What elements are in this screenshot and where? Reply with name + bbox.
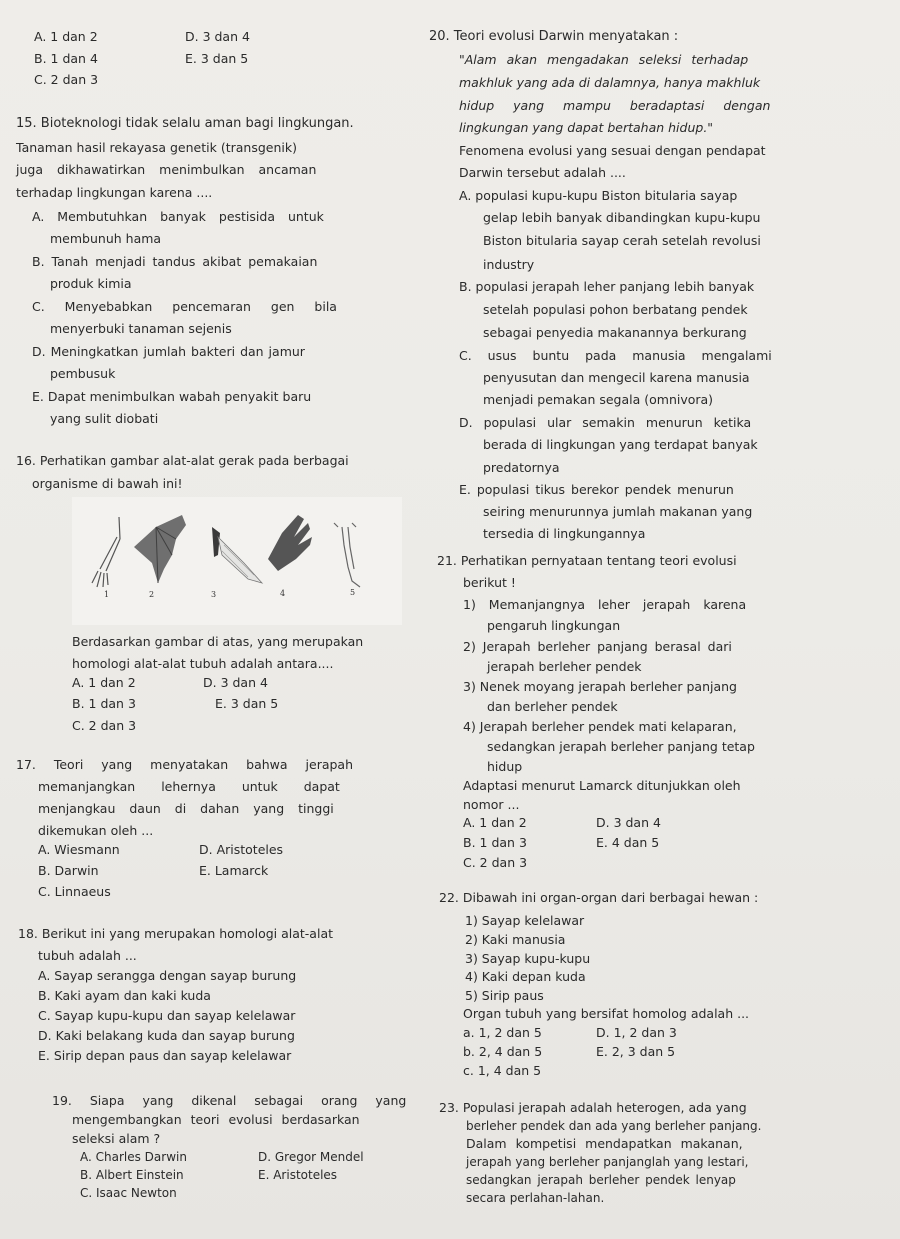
q16-question: homologi alat-alat tubuh adalah antara....	[72, 656, 334, 671]
q15-option-e: yang sulit diobati	[50, 411, 159, 426]
q15-option-c: menyerbuki tanaman sejenis	[50, 321, 232, 336]
limb-comparison-figure	[72, 497, 402, 625]
q21-option-a[interactable]: A. 1 dan 2	[463, 815, 527, 830]
q21-stem: berikut !	[463, 575, 516, 590]
q22-question: Organ tubuh yang bersifat homolog adalah ...	[463, 1006, 750, 1021]
q18-option-a[interactable]: A. Sayap serangga dengan sayap burung	[38, 968, 297, 983]
q21-option-b[interactable]: B. 1 dan 3	[463, 835, 527, 850]
q19-stem: mengembangkan teori evolusi berdasarkan	[72, 1112, 360, 1127]
figure-label-5: 5	[350, 588, 356, 597]
q23-text: berleher pendek dan ada yang berleher panjang.	[466, 1119, 762, 1133]
q20-option-b: setelah populasi pohon berbatang pendek	[483, 302, 748, 317]
q22-option-d[interactable]: D. 1, 2 dan 3	[596, 1025, 677, 1040]
q17-stem: dikemukan oleh ...	[38, 823, 154, 838]
q21-option-c[interactable]: C. 2 dan 3	[463, 855, 528, 870]
q20-option-e: seiring menurunnya jumlah makanan yang	[483, 504, 753, 519]
q15-option-b[interactable]: B. Tanah menjadi tandus akibat pemakaian	[32, 254, 318, 269]
q22-option-b[interactable]: b. 2, 4 dan 5	[463, 1044, 543, 1059]
q14-option-b[interactable]: B. 1 dan 4	[34, 51, 98, 66]
q16-option-c[interactable]: C. 2 dan 3	[72, 718, 137, 733]
q19-stem: seleksi alam ?	[72, 1131, 161, 1146]
q22-option-e[interactable]: E. 2, 3 dan 5	[596, 1044, 676, 1059]
figure-label-1: 1	[104, 590, 110, 599]
q20-question: Darwin tersebut adalah ....	[459, 165, 626, 180]
q15-option-e[interactable]: E. Dapat menimbulkan wabah penyakit baru	[32, 389, 312, 404]
q15-stem: juga dikhawatirkan menimbulkan ancaman	[16, 162, 317, 177]
q14-option-c[interactable]: C. 2 dan 3	[34, 72, 99, 87]
q18-stem: 18. Berikut ini yang merupakan homologi alat-alat	[18, 926, 334, 941]
q21-statement-4: hidup	[487, 759, 523, 774]
q20-option-c: penyusutan dan mengecil karena manusia	[483, 370, 750, 385]
q23-text: secara perlahan-lahan.	[466, 1191, 605, 1205]
q16-option-b[interactable]: B. 1 dan 3	[72, 696, 136, 711]
q18-option-d[interactable]: D. Kaki belakang kuda dan sayap burung	[38, 1028, 295, 1043]
q20-quote: makhluk yang ada di dalamnya, hanya makhluk	[459, 75, 761, 90]
q21-option-d[interactable]: D. 3 dan 4	[596, 815, 661, 830]
q14-option-d[interactable]: D. 3 dan 4	[185, 29, 250, 44]
q17-option-b[interactable]: B. Darwin	[38, 863, 99, 878]
q15-option-b: produk kimia	[50, 276, 132, 291]
q16-option-d[interactable]: D. 3 dan 4	[203, 675, 268, 690]
q22-option-a[interactable]: a. 1, 2 dan 5	[463, 1025, 542, 1040]
q21-statement-4: sedangkan jerapah berleher panjang tetap	[487, 739, 755, 754]
q20-option-e[interactable]: E. populasi tikus berekor pendek menurun	[459, 482, 734, 497]
q23-text: jerapah yang berleher panjanglah yang lestari,	[466, 1155, 749, 1169]
q20-quote: "Alam akan mengadakan seleksi terhadap	[459, 52, 749, 67]
q20-option-d: berada di lingkungan yang terdapat banyak	[483, 437, 758, 452]
q17-option-d[interactable]: D. Aristoteles	[199, 842, 284, 857]
q18-option-b[interactable]: B. Kaki ayam dan kaki kuda	[38, 988, 211, 1003]
q23-text: 23. Populasi jerapah adalah heterogen, ada yang	[439, 1100, 747, 1115]
q20-option-c[interactable]: C. usus buntu pada manusia mengalami	[459, 348, 772, 363]
q19-option-b[interactable]: B. Albert Einstein	[80, 1168, 184, 1182]
q21-statement-2: 2) Jerapah berleher panjang berasal dari	[463, 639, 732, 654]
q15-option-d: pembusuk	[50, 366, 116, 381]
q20-option-d: predatornya	[483, 460, 560, 475]
q22-stem: 22. Dibawah ini organ-organ dari berbagai hewan :	[439, 890, 759, 905]
horse-leg-illustration	[334, 523, 360, 587]
q20-question: Fenomena evolusi yang sesuai dengan pendapat	[459, 143, 766, 158]
q22-option-c[interactable]: c. 1, 4 dan 5	[463, 1063, 542, 1078]
q19-stem: 19. Siapa yang dikenal sebagai orang yang	[52, 1093, 407, 1108]
q21-statement-2: jerapah berleher pendek	[487, 659, 642, 674]
human-arm-illustration	[92, 517, 120, 587]
q22-item: 5) Sirip paus	[465, 988, 544, 1003]
q20-option-c: menjadi pemakan segala (omnivora)	[483, 392, 714, 407]
q19-option-e[interactable]: E. Aristoteles	[258, 1168, 338, 1182]
q16-question: Berdasarkan gambar di atas, yang merupakan	[72, 634, 364, 649]
q19-option-d[interactable]: D. Gregor Mendel	[258, 1150, 364, 1164]
q21-question: Adaptasi menurut Lamarck ditunjukkan oleh	[463, 778, 741, 793]
q21-statement-4: 4) Jerapah berleher pendek mati kelaparan,	[463, 719, 737, 734]
q22-item: 2) Kaki manusia	[465, 932, 566, 947]
q17-option-c[interactable]: C. Linnaeus	[38, 884, 111, 899]
q19-option-c[interactable]: C. Isaac Newton	[80, 1186, 177, 1200]
q23-text: Dalam kompetisi mendapatkan makanan,	[466, 1136, 743, 1151]
q20-option-a: industry	[483, 257, 535, 272]
q16-option-a[interactable]: A. 1 dan 2	[72, 675, 136, 690]
figure-label-2: 2	[149, 590, 155, 599]
q16-stem: 16. Perhatikan gambar alat-alat gerak pada berbagai	[16, 453, 349, 468]
q18-stem: tubuh adalah ...	[38, 948, 137, 963]
q21-statement-3: dan berleher pendek	[487, 699, 618, 714]
q23-text: sedangkan jerapah berleher pendek lenyap	[466, 1173, 736, 1187]
q20-option-a: gelap lebih banyak dibandingkan kupu-kupu	[483, 210, 761, 225]
q17-stem: memanjangkan lehernya untuk dapat	[38, 779, 340, 794]
q21-question: nomor ...	[463, 797, 520, 812]
q21-statement-1: pengaruh lingkungan	[487, 618, 621, 633]
q20-option-a[interactable]: A. populasi kupu-kupu Biston bitularia sayap	[459, 188, 738, 203]
q20-option-a: Biston bitularia sayap cerah setelah revolusi	[483, 233, 761, 248]
q17-stem: menjangkau daun di dahan yang tinggi	[38, 801, 334, 816]
q15-option-c[interactable]: C. Menyebabkan pencemaran gen bila	[32, 299, 337, 314]
q20-option-e: tersedia di lingkungannya	[483, 526, 646, 541]
q20-stem: 20. Teori evolusi Darwin menyatakan :	[429, 29, 679, 44]
q15-stem: terhadap lingkungan karena ....	[16, 185, 213, 200]
q16-stem: organisme di bawah ini!	[32, 476, 183, 491]
q14-option-e[interactable]: E. 3 dan 5	[185, 51, 249, 66]
q19-option-a[interactable]: A. Charles Darwin	[80, 1150, 187, 1164]
q14-option-a[interactable]: A. 1 dan 2	[34, 29, 98, 44]
figure-label-3: 3	[211, 590, 217, 599]
q20-option-d[interactable]: D. populasi ular semakin menurun ketika	[459, 415, 752, 430]
q20-option-b[interactable]: B. populasi jerapah leher panjang lebih banyak	[459, 279, 755, 294]
q21-stem: 21. Perhatikan pernyataan tentang teori evolusi	[437, 553, 737, 568]
q21-option-e[interactable]: E. 4 dan 5	[596, 835, 660, 850]
q22-item: 4) Kaki depan kuda	[465, 969, 586, 984]
q17-option-e[interactable]: E. Lamarck	[199, 863, 269, 878]
q15-option-a: membunuh hama	[50, 231, 162, 246]
bird-wing-illustration	[212, 527, 262, 583]
q15-stem: Tanaman hasil rekayasa genetik (transgenik)	[16, 140, 297, 155]
q22-item: 1) Sayap kelelawar	[465, 913, 585, 928]
figure-label-4: 4	[280, 589, 286, 598]
q20-quote: lingkungan yang dapat bertahan hidup."	[459, 120, 714, 135]
q20-option-b: sebagai penyedia makanannya berkurang	[483, 325, 747, 340]
q18-option-c[interactable]: C. Sayap kupu-kupu dan sayap kelelawar	[38, 1008, 296, 1023]
q18-option-e[interactable]: E. Sirip depan paus dan sayap kelelawar	[38, 1048, 292, 1063]
q16-option-e[interactable]: E. 3 dan 5	[215, 696, 279, 711]
bat-wing-illustration	[134, 515, 186, 583]
q20-quote: hidup yang mampu beradaptasi dengan	[459, 98, 771, 113]
q15-option-d[interactable]: D. Meningkatkan jumlah bakteri dan jamur	[32, 344, 305, 359]
q17-stem: 17. Teori yang menyatakan bahwa jerapah	[16, 757, 354, 772]
q17-option-a[interactable]: A. Wiesmann	[38, 842, 120, 857]
q15-option-a[interactable]: A. Membutuhkan banyak pestisida untuk	[32, 209, 324, 224]
q22-item: 3) Sayap kupu-kupu	[465, 951, 591, 966]
q21-statement-1: 1) Memanjangnya leher jerapah karena	[463, 597, 747, 612]
q15-stem: 15. Bioteknologi tidak selalu aman bagi lingkungan.	[16, 116, 354, 131]
q21-statement-3: 3) Nenek moyang jerapah berleher panjang	[463, 679, 737, 694]
wing-illustration	[268, 515, 312, 571]
